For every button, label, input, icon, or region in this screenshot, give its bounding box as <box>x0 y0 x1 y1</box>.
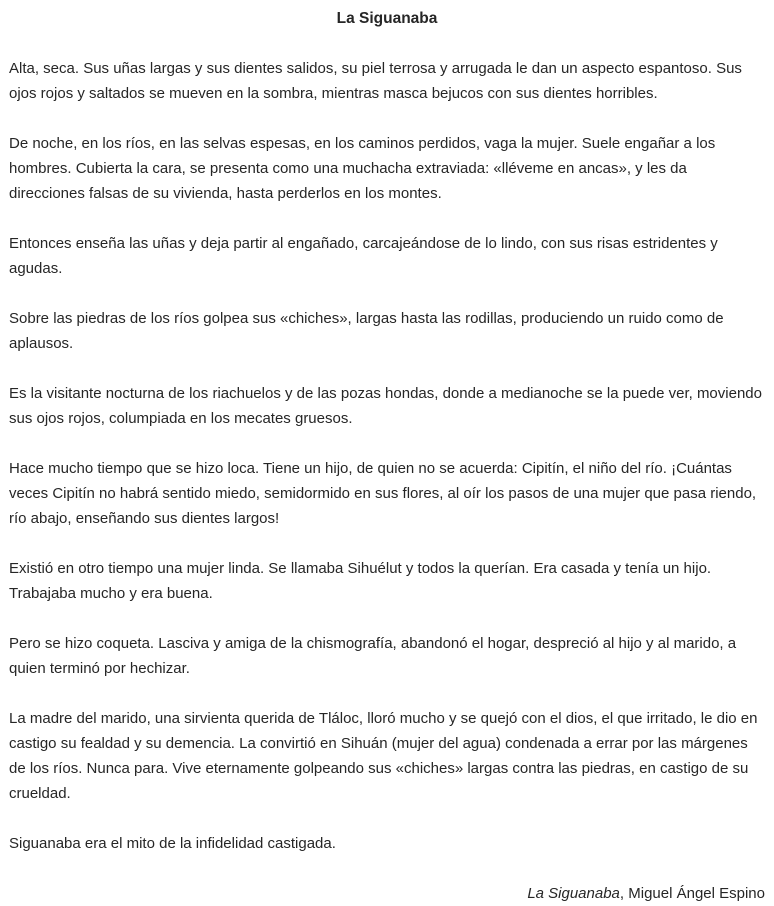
paragraph: Es la visitante nocturna de los riachuelos y de las pozas hondas, donde a medianoche se la puede ver, moviendo sus ojos rojos, columpiada en los mecates gruesos. <box>9 385 762 427</box>
paragraph: Alta, seca. Sus uñas largas y sus dientes salidos, su piel terrosa y arrugada le dan un aspecto espantoso. Sus ojos rojos y saltados se mueven en la sombra, mientras masca bejucos con sus dientes horribles. <box>9 60 742 102</box>
paragraph: Entonces enseña las uñas y deja partir al engañado, carcajeándose de lo lindo, con sus risas estridentes y agudas. <box>9 235 718 277</box>
paragraph: Sobre las piedras de los ríos golpea sus «chiches», largas hasta las rodillas, produciendo un ruido como de aplausos. <box>9 310 724 352</box>
paragraph: Siguanaba era el mito de la infidelidad castigada. <box>9 835 336 852</box>
attribution-author: , Miguel Ángel Espino <box>619 885 765 902</box>
page-title: La Siguanaba <box>336 10 438 27</box>
paragraph: Hace mucho tiempo que se hizo loca. Tiene un hijo, de quien no se acuerda: Cipitín, el niño del río. ¡Cuántas veces Cipitín no habrá sentido miedo, semidormido en sus flores, al oír los pasos de una mujer que pasa riendo, río abajo, enseñando sus dientes largos! <box>9 460 757 527</box>
paragraph: De noche, en los ríos, en las selvas espesas, en los caminos perdidos, vaga la mujer. Suele engañar a los hombres. Cubierta la cara, se presenta como una muchacha extraviada: «lléveme en ancas», y les da direcciones falsas de su vivienda, hasta perderlos en los montes. <box>9 135 716 202</box>
attribution-work-title: La Siguanaba <box>527 885 620 902</box>
paragraph: Pero se hizo coqueta. Lasciva y amiga de la chismografía, abandonó el hogar, despreció al hijo y al marido, a quien terminó por hechizar. <box>9 635 737 677</box>
paragraph: La madre del marido, una sirvienta querida de Tláloc, lloró mucho y se quejó con el dios, el que irritado, le dio en castigo su fealdad y su demencia. La convirtió en Sihuán (mujer del agua) condenada a errar por las márgenes de los ríos. Nunca para. Vive eternamente golpeando sus «chiches» largas contra las piedras, en castigo de su crueldad. <box>9 710 758 802</box>
attribution-line <box>9 881 765 906</box>
paragraph: Existió en otro tiempo una mujer linda. Se llamaba Sihuélut y todos la querían. Era casada y tenía un hijo. Trabajaba mucho y era buena. <box>9 560 712 602</box>
